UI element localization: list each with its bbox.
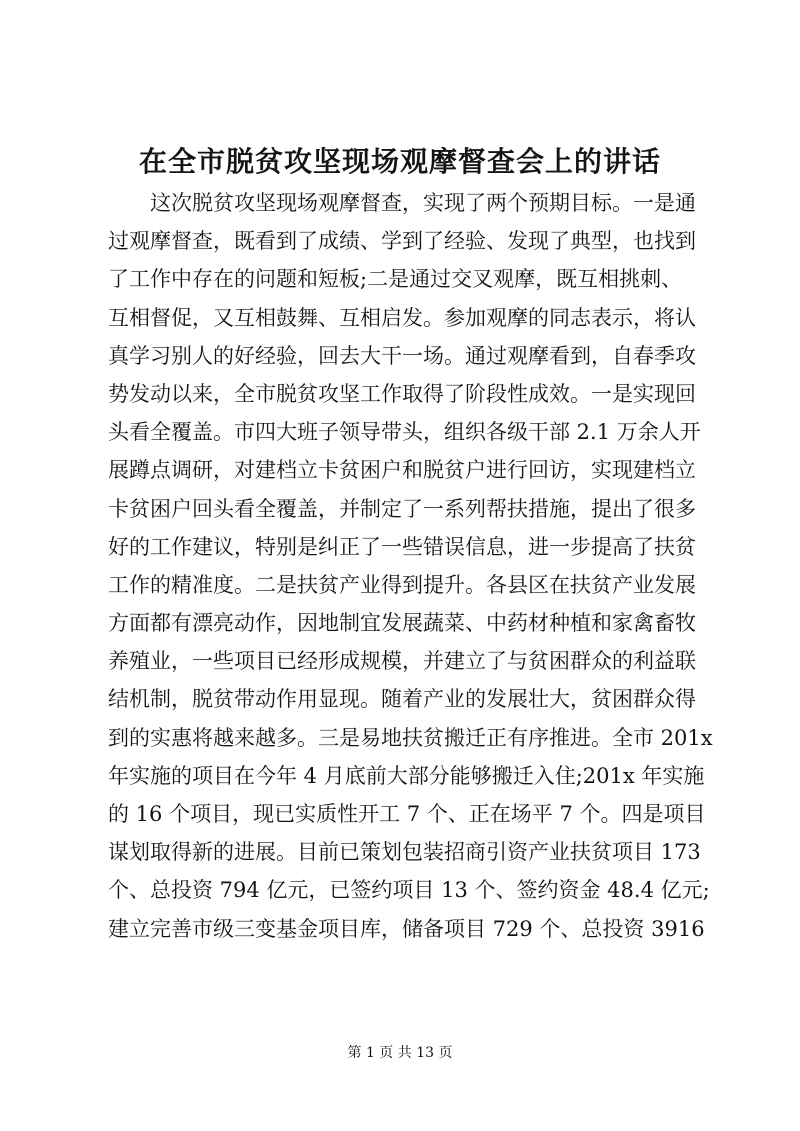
text-line: 的 16 个项目，现已实质性开工 7 个、正在场平 7 个。四是项目	[108, 802, 706, 826]
document-title: 在全市脱贫攻坚现场观摩督查会上的讲话	[138, 145, 661, 178]
text-line: 互相督促，又互相鼓舞、互相启发。参加观摩的同志表示，将认	[108, 305, 696, 330]
text-line: 势发动以来，全市脱贫攻坚工作取得了阶段性成效。一是实现回	[108, 381, 696, 406]
text-line: 卡贫困户回头看全覆盖，并制定了一系列帮扶措施，提出了很多	[108, 496, 696, 521]
text-line: 头看全覆盖。市四大班子领导带头，组织各级干部 2.1 万余人开	[108, 420, 701, 445]
text-line: 到的实惠将越来越多。三是易地扶贫搬迁正有序推进。全市 201x	[108, 725, 713, 750]
text-line: 展蹲点调研，对建档立卡贫困户和脱贫户进行回访，实现建档立	[108, 458, 696, 483]
text-line: 养殖业，一些项目已经形成规模，并建立了与贫困群众的利益联	[108, 649, 696, 674]
text-line: 真学习别人的好经验，回去大干一场。通过观摩看到，自春季攻	[108, 343, 696, 368]
text-line: 工作的精准度。二是扶贫产业得到提升。各县区在扶贫产业发展	[108, 572, 696, 597]
text-line: 个、总投资 794 亿元，已签约项目 13 个、签约资金 48.4 亿元;	[108, 878, 710, 903]
text-line: 了工作中存在的问题和短板;二是通过交叉观摩，既互相挑刺、	[108, 267, 683, 292]
text-line: 年实施的项目在今年 4 月底前大部分能够搬迁入住;201x 年实施	[108, 763, 705, 788]
text-line: 方面都有漂亮动作，因地制宜发展蔬菜、中药材种植和家禽畜牧	[108, 611, 696, 636]
text-line: 好的工作建议，特别是纠正了一些错误信息，进一步提高了扶贫	[108, 534, 696, 559]
body-paragraph	[108, 184, 713, 948]
text-line: 过观摩督查，既看到了成绩、学到了经验、发现了典型，也找到	[108, 229, 696, 254]
text-line: 建立完善市级三变基金项目库，储备项目 729 个、总投资 3916	[108, 916, 705, 941]
text-line: 结机制，脱贫带动作用显现。随着产业的发展壮大，贫困群众得	[108, 687, 696, 712]
text-line: 这次脱贫攻坚现场观摩督查，实现了两个预期目标。一是通	[150, 191, 696, 215]
page-number-footer: 第 1 页 共 13 页	[347, 1045, 453, 1061]
text-line: 谋划取得新的进展。目前已策划包装招商引资产业扶贫项目 173	[108, 840, 701, 865]
